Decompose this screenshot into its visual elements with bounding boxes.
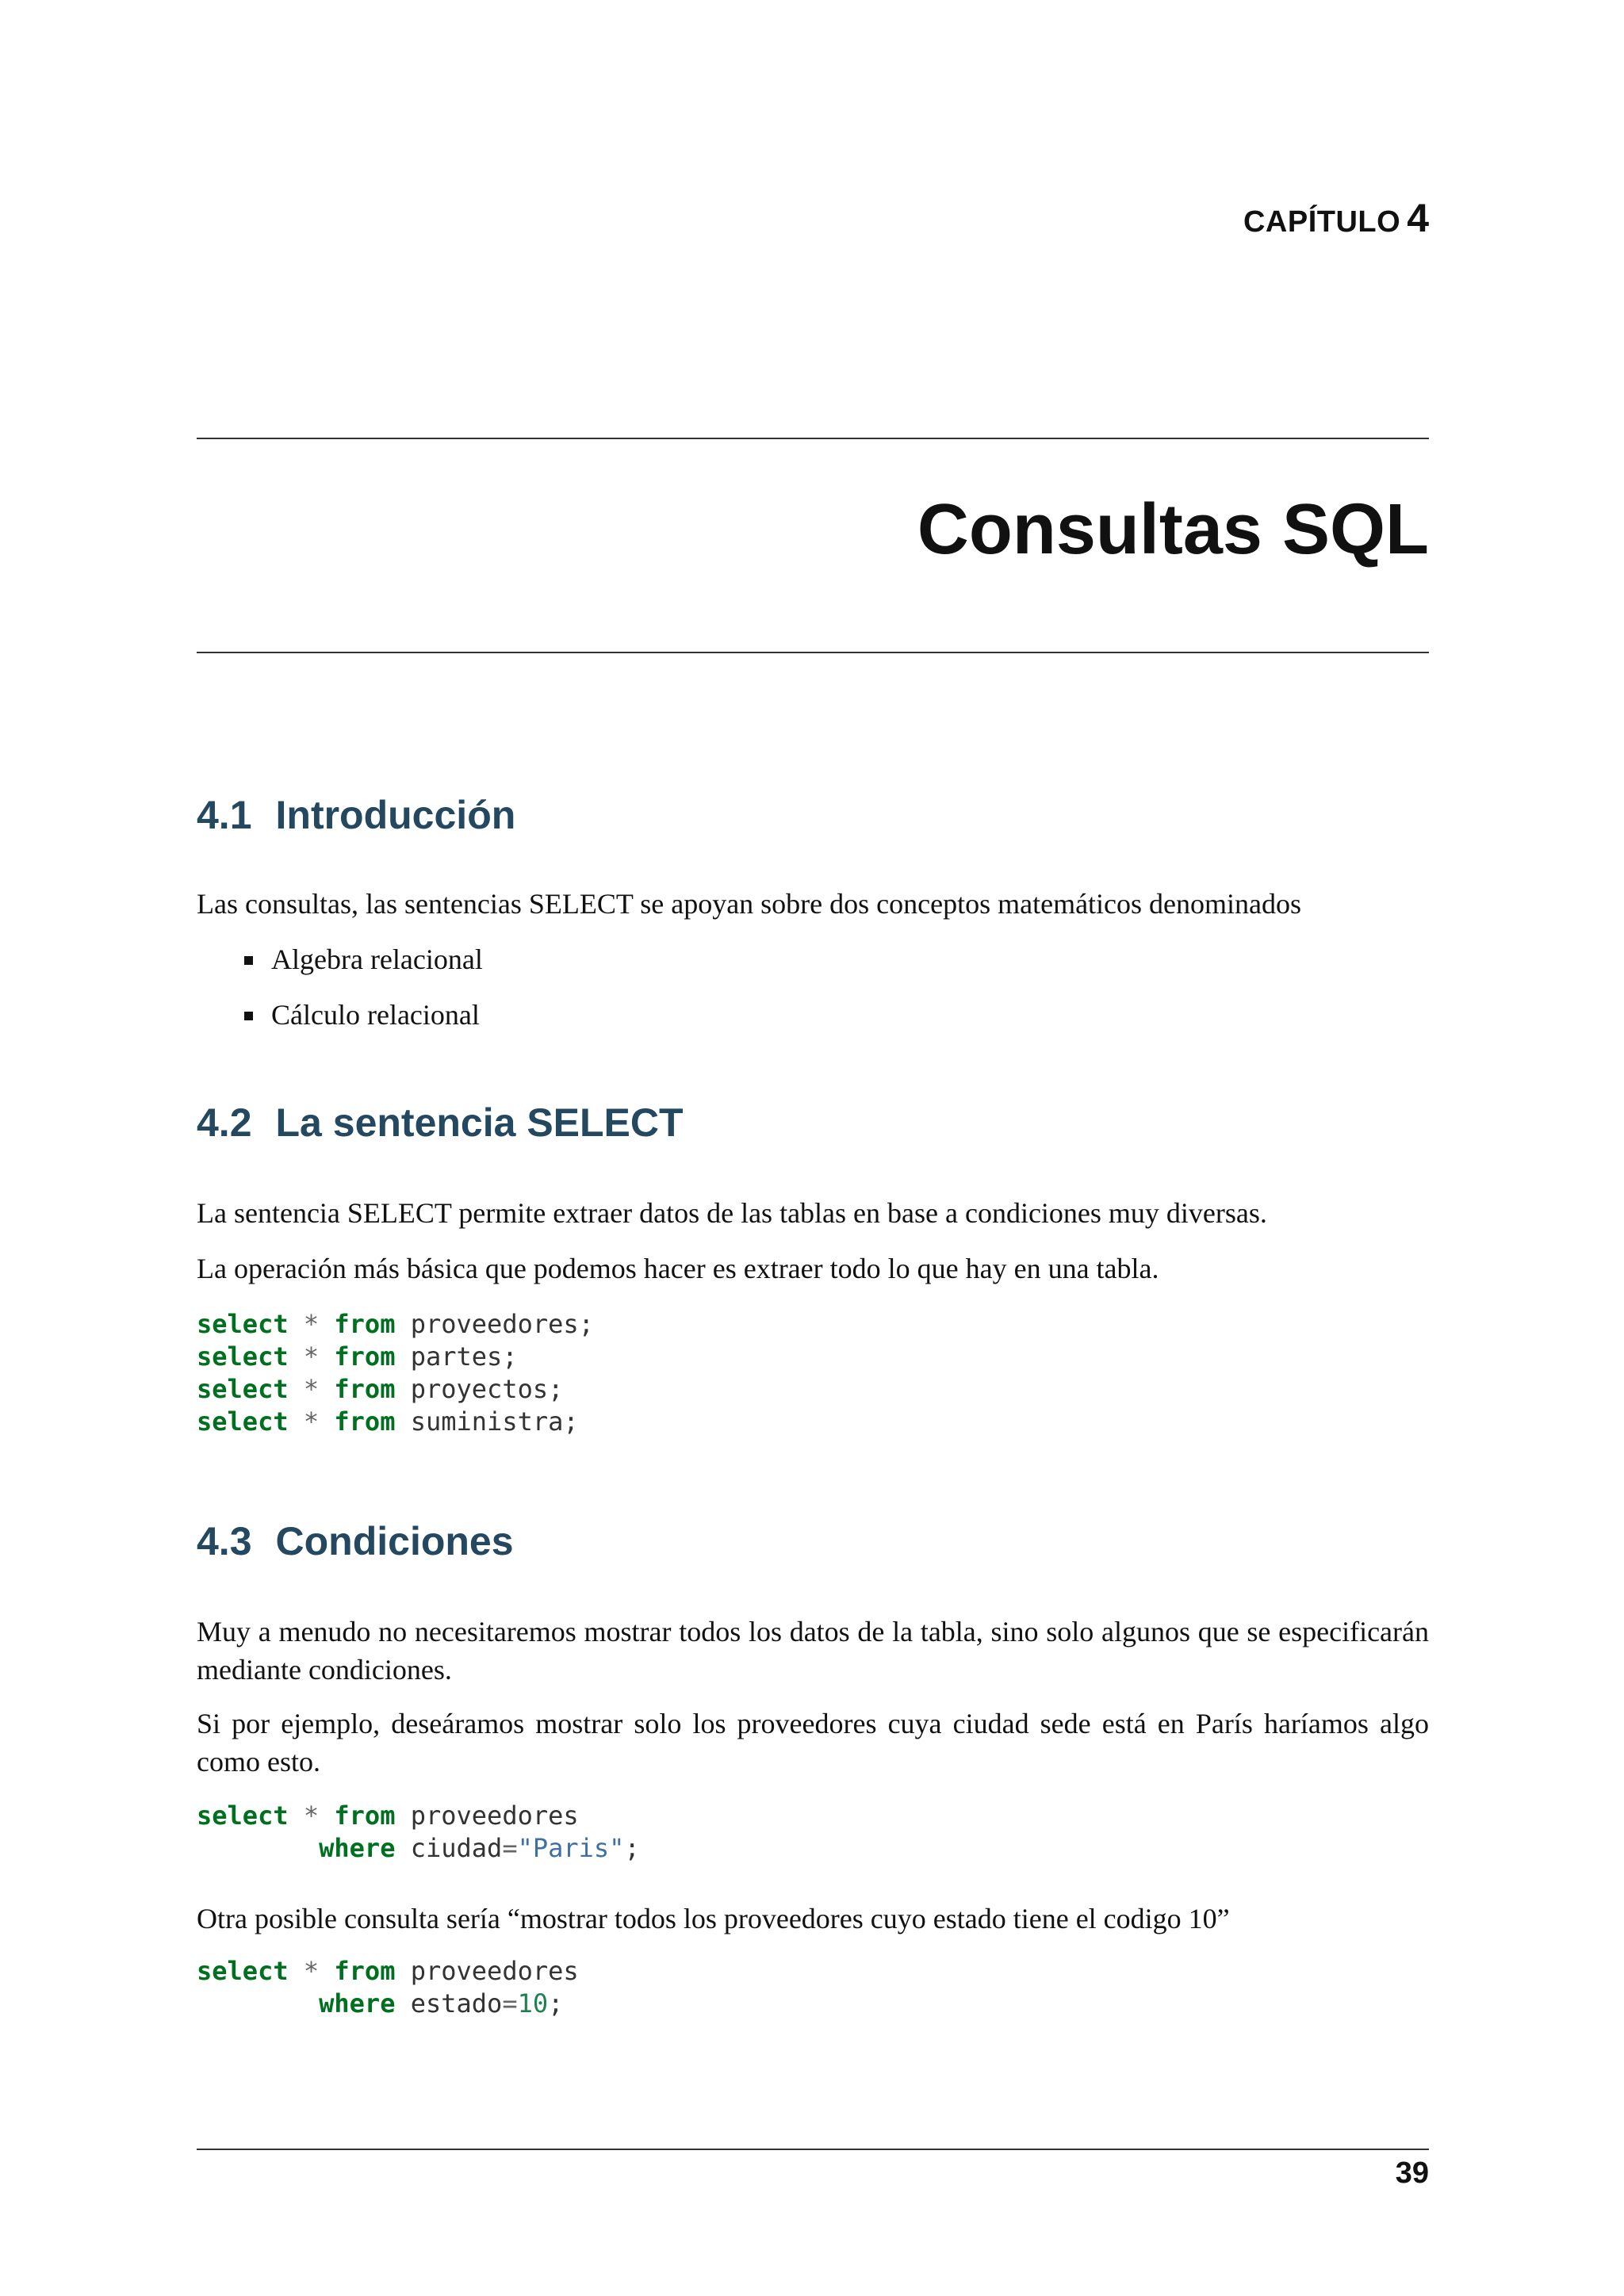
- code-block-where-estado: select * from proveedores where estado=10;: [197, 1956, 579, 2019]
- chapter-label: [1243, 195, 1429, 241]
- chapter-title: Consultas SQL: [917, 490, 1429, 569]
- paragraph: Las consultas, las sentencias SELECT se apoyan sobre dos conceptos matemáticos denominados: [197, 888, 1302, 920]
- paragraph: La operación más básica que podemos hacer es extraer todo lo que hay en una tabla.: [197, 1253, 1159, 1284]
- list-item-text: Cálculo relacional: [271, 999, 480, 1031]
- footer-rule: [197, 2149, 1429, 2150]
- paragraph: Si por ejemplo, deseáramos mostrar solo los proveedores cuya ciudad sede está en París haríamos algo como esto.: [197, 1708, 1429, 1777]
- bullet-square-icon: [244, 1012, 253, 1020]
- list-item: [197, 996, 483, 1051]
- page-number: 39: [1395, 2156, 1429, 2190]
- section-heading-la-sentencia-select: [197, 1097, 684, 1148]
- section-heading-condiciones: [197, 1516, 514, 1567]
- section-number: 4.2: [197, 1100, 252, 1145]
- chapter-bottom-rule: [197, 652, 1429, 653]
- paragraph: Muy a menudo no necesitaremos mostrar todos los datos de la tabla, sino solo algunos que se especificarán mediante condiciones.: [197, 1616, 1429, 1686]
- chapter-word: CAPÍTULO: [1243, 205, 1401, 239]
- section-title: Condiciones: [275, 1519, 514, 1563]
- bullet-square-icon: [244, 956, 253, 965]
- list-item-text: Algebra relacional: [271, 943, 483, 975]
- code-block-where-ciudad: select * from proveedores where ciudad="Paris";: [197, 1800, 640, 1863]
- code-block-select-all: select * from proveedores; select * from partes; select * from proyectos; select * from suministra;: [197, 1309, 594, 1437]
- section-title: Introducción: [275, 793, 516, 837]
- list-item: [197, 940, 483, 996]
- document-page: [197, 0, 1429, 2296]
- bullet-list: [197, 940, 483, 1051]
- section-heading-introduccion: [197, 790, 515, 840]
- chapter-top-rule: [197, 438, 1429, 439]
- chapter-number: 4: [1407, 196, 1429, 240]
- paragraph: La sentencia SELECT permite extraer datos de las tablas en base a condiciones muy diversas.: [197, 1197, 1267, 1229]
- paragraph: Otra posible consulta sería “mostrar todos los proveedores cuyo estado tiene el codigo 10”: [197, 1903, 1230, 1934]
- section-title: La sentencia SELECT: [275, 1100, 684, 1145]
- section-number: 4.3: [197, 1519, 252, 1563]
- section-number: 4.1: [197, 793, 252, 837]
